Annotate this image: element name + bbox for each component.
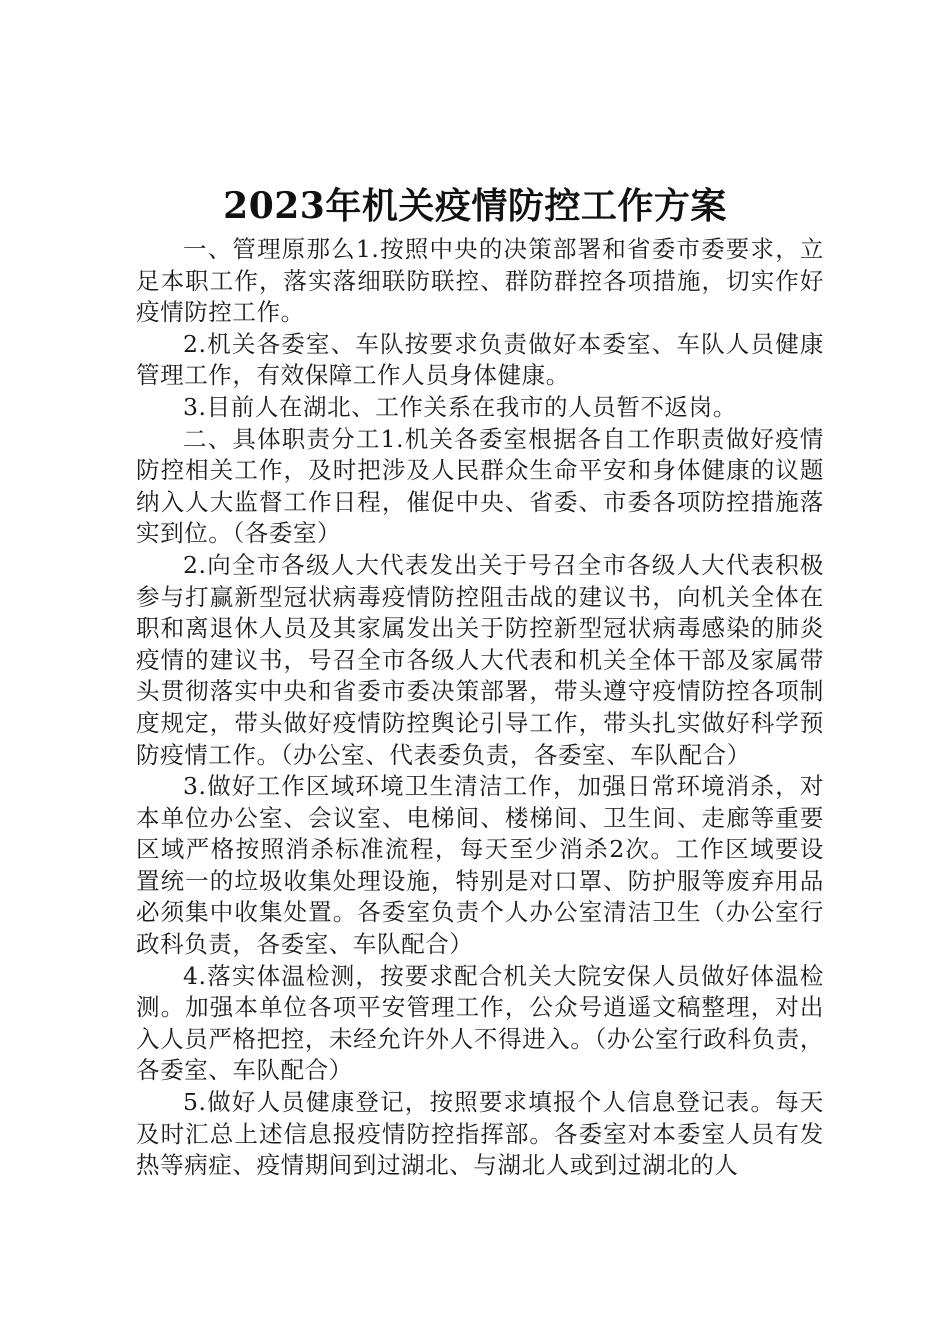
paragraph: 一、管理原那么1.按照中央的决策部署和省委市委要求，立足本职工作，落实落细联防联控、群防群控各项措施，切实作好疫情防控工作。 — [136, 235, 824, 327]
paragraph: 5.做好人员健康登记，按照要求填报个人信息登记表。每天及时汇总上述信息报疫情防控指挥部。各委室对本委室人员有发热等病症、疫情期间到过湖北、与湖北人或到过湖北的人 — [136, 1088, 824, 1180]
document-title: 2023年机关疫情防控工作方案 — [223, 185, 727, 227]
paragraph: 二、具体职责分工1.机关各委室根据各自工作职责做好疫情防控相关工作，及时把涉及人民群众生命平安和身体健康的议题纳入人大监督工作日程，催促中央、省委、市委各项防控措施落实到位。（各委室） — [136, 424, 824, 548]
paragraph: 4.落实体温检测，按要求配合机关大院安保人员做好体温检测。加强本单位各项平安管理工作，公众号逍遥文稿整理，对出入人员严格把控，未经允许外人不得进入。（办公室行政科负责，各委室、车队配合） — [136, 961, 824, 1085]
paragraph: 3.目前人在湖北、工作关系在我市的人员暂不返岗。 — [183, 392, 737, 421]
document-body — [136, 234, 824, 1182]
paragraph: 3.做好工作区域环境卫生清洁工作，加强日常环境消杀，对本单位办公室、会议室、电梯间、楼梯间、卫生间、走廊等重要区域严格按照消杀标准流程，每天至少消杀2次。工作区域要设置统一的垃圾收集处理设施，特别是对口罩、防护服等废弃用品必须集中收集处置。各委室负责个人办公室清洁卫生（办公室行政科负责，各委室、车队配合） — [136, 772, 824, 959]
paragraph: 2.机关各委室、车队按要求负责做好本委室、车队人员健康管理工作，有效保障工作人员身体健康。 — [136, 329, 824, 390]
paragraph: 2.向全市各级人大代表发出关于号召全市各级人大代表积极参与打赢新型冠状病毒疫情防控阻击战的建议书，向机关全体在职和离退休人员及其家属发出关于防控新型冠状病毒感染的肺炎疫情的建议书，号召全市各级人大代表和机关全体干部及家属带头贯彻落实中央和省委市委决策部署，带头遵守疫情防控各项制度规定，带头做好疫情防控舆论引导工作，带头扎实做好科学预防疫情工作。（办公室、代表委负责，各委室、车队配合） — [136, 550, 824, 769]
